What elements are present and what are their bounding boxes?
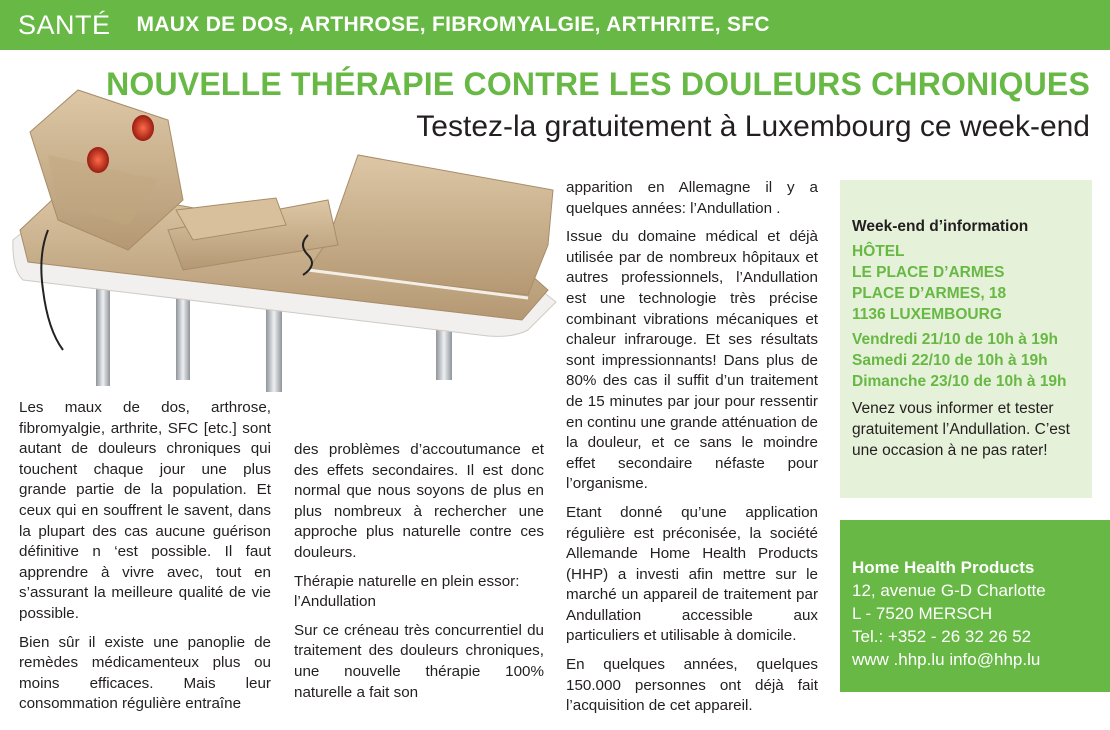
- paragraph: apparition en Allemagne il y a quelques années: l’Andullation .: [566, 179, 818, 217]
- paragraph: En quelques années, quelques 150.000 personnes ont déjà fait l’acquisition de cet appareil.: [566, 656, 818, 715]
- company-street: 12, avenue G-D Charlotte: [852, 581, 1046, 600]
- address-line: LE PLACE D’ARMES: [852, 264, 1005, 281]
- event-date: Dimanche 23/10 de 10h à 19h: [852, 373, 1067, 390]
- paragraph: Issue du domaine médical et déjà utilisée par de nombreux hôpitaux et autres professionnels, l’Andullation est une technologie très précise combinant vibrations mécaniques et chaleur infrarouge. Et ses résultats sont impressionnants! Dans plus de 80% des cas il suffit d’un traitement de 15 minutes par jour pour ressentir en continu une grande atténuation de la douleur, et ce sans le moindre effet secondaire néfaste pour l’organisme.: [566, 228, 818, 493]
- paragraph: Sur ce créneau très concurrentiel du traitement des douleurs chroniques, une nouvelle thérapie 100% naturelle a fait son: [294, 621, 544, 701]
- event-title: Week-end d’information: [852, 218, 1029, 235]
- section-label: SANTÉ: [18, 9, 111, 40]
- event-dates: [852, 329, 1080, 392]
- therapy-bed-photo: [8, 80, 568, 395]
- contact-box: [840, 520, 1110, 692]
- event-invitation: Venez vous informer et tester gratuitement l’Andullation. C’est une occasion à ne pas rater!: [852, 400, 1070, 459]
- company-web: www .hhp.lu info@hhp.lu: [852, 650, 1041, 669]
- event-date: Samedi 22/10 de 10h à 19h: [852, 352, 1048, 369]
- paragraph: Les maux de dos, arthrose, fibromyalgie, arthrite, SFC [etc.] sont autant de douleurs chroniques qui touchent chaque jour une plus grande partie de la population. Et ceux qui en souffrent le savent, dans la plupart des cas aucune guérison définitive n ‘est possible. Il faut apprendre à vivre avec, tout en s’assurant la meilleure qualité de vie possible.: [19, 399, 271, 622]
- section-topics: MAUX DE DOS, ARTHROSE, FIBROMYALGIE, ARTHRITE, SFC: [136, 13, 770, 36]
- event-date: Vendredi 21/10 de 10h à 19h: [852, 331, 1058, 348]
- paragraph: Etant donné qu’une application régulière est préconisée, la société Allemande Home Health Products (HHP) a investi afin mettre sur le marché un appareil de traitement par Andullation accessible aux particuliers et utilisable à domicile.: [566, 503, 818, 645]
- company-city: L - 7520 MERSCH: [852, 604, 993, 623]
- event-info-box: [840, 180, 1092, 498]
- address-line: HÔTEL: [852, 243, 905, 260]
- section-banner: [0, 0, 1110, 50]
- paragraph: Bien sûr il existe une panoplie de remèdes médicamenteux plus ou moins efficaces. Mais leur consommation régulière entraîne: [19, 633, 271, 713]
- paragraph: des problèmes d’accoutumance et des effets secondaires. Il est donc normal que nous soyons de plus en plus nombreux à rechercher une approche plus naturelle contre ces douleurs.: [294, 441, 544, 561]
- article-subheadline: Testez-la gratuitement à Luxembourg ce week-end: [416, 110, 1090, 143]
- company-phone: Tel.: +352 - 26 32 26 52: [852, 627, 1032, 646]
- article-column-2: [294, 440, 544, 711]
- event-address: [852, 241, 1080, 325]
- subheading: Thérapie naturelle en plein essor: l’Andullation: [294, 572, 520, 611]
- address-line: 1136 LUXEMBOURG: [852, 306, 1002, 323]
- article-headline: NOUVELLE THÉRAPIE CONTRE LES DOULEURS CHRONIQUES: [106, 66, 1090, 102]
- article-column-3: [566, 178, 818, 725]
- article-column-1: [19, 398, 271, 723]
- company-name: Home Health Products: [852, 558, 1035, 577]
- address-line: PLACE D’ARMES, 18: [852, 285, 1007, 302]
